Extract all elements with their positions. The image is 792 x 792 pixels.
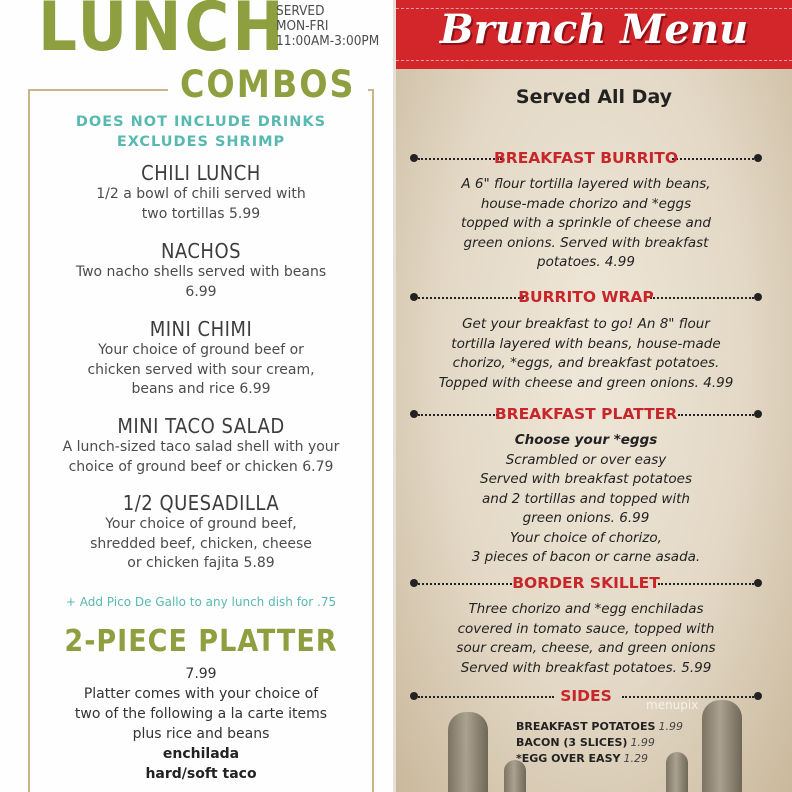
section-header-breakfast-platter: BREAKFAST PLATTER <box>410 404 762 424</box>
brunch-menu-panel <box>396 0 792 792</box>
menu-item-mini-chimi: MINI CHIMI Your choice of ground beef or chicken served with sour cream, beans and rice 6.99 <box>87 317 315 397</box>
section-body-breakfast-platter: Choose your *eggs Scrambled or over easy Served with breakfast potatoes and 2 tortillas and topped with green onions. 6.99 Your choice of chorizo, 3 pieces of bacon or carne asada. <box>471 432 701 565</box>
brunch-banner <box>396 0 792 69</box>
watermark: menupix <box>646 698 699 712</box>
section-header-sides: SIDES <box>410 686 762 706</box>
menu-item-mini-taco-salad: MINI TACO SALAD A lunch-sized taco salad shell with your choice of ground beef or chicken 6.79 <box>62 414 340 475</box>
menu-item-half-quesadilla: 1/2 QUESADILLA Your choice of ground beef, shredded beef, chicken, cheese or chicken fajita 5.89 <box>90 491 312 571</box>
lunch-combos-panel <box>0 0 393 792</box>
section-body-breakfast-burrito: A 6" flour tortilla layered with beans, house-made chorizo and *eggs topped with a sprinkle of cheese and green onions. Served with breakfast potatoes. 4.99 <box>461 176 711 270</box>
sides-list <box>516 719 683 767</box>
notice: DOES NOT INCLUDE DRINKS EXCLUDES SHRIMP <box>75 114 327 150</box>
section-header-burrito-wrap: BURRITO WRAP <box>410 287 762 307</box>
lunch-title: LUNCH <box>38 0 287 67</box>
pico-addon-note: + Add Pico De Gallo to any lunch dish for .75 <box>65 595 337 609</box>
section-body-burrito-wrap: Get your breakfast to go! An 8" flour tortilla layered with beans, house-made chorizo, *eggs, and breakfast potatoes. Topped with cheese and green onions. 4.99 <box>438 316 734 391</box>
section-header-breakfast-burrito: BREAKFAST BURRITO <box>410 148 762 168</box>
side-item: *EGG OVER EASY 1.29 <box>516 752 648 765</box>
platter-details: 7.99 Platter comes with your choice of two of the following a la carte items plus rice and beans enchilada hard/soft taco <box>74 666 328 782</box>
side-item: BACON (3 SLICES) 1.99 <box>516 736 655 749</box>
served-all-day: Served All Day <box>515 86 673 108</box>
cactus-illustration <box>448 712 488 792</box>
cactus-illustration <box>702 700 742 792</box>
platter-title: 2-PIECE PLATTER <box>64 624 338 659</box>
combos-subtitle: COMBOS <box>180 63 356 106</box>
menu-item-chili-lunch: CHILI LUNCH 1/2 a bowl of chili served with two tortillas 5.99 <box>96 161 306 222</box>
brunch-title: Brunch Menu <box>439 6 749 53</box>
side-item: BREAKFAST POTATOES 1.99 <box>516 720 683 733</box>
served-hours: SERVED MON-FRI 11:00AM-3:00PM <box>276 3 380 49</box>
menu-item-nachos: NACHOS Two nacho shells served with beans 6.99 <box>75 239 327 300</box>
section-header-border-skillet: BORDER SKILLET <box>410 573 762 593</box>
section-body-border-skillet: Three chorizo and *egg enchiladas covered in tomato sauce, topped with sour cream, cheese, and green onions Served with breakfast potatoes. 5.99 <box>456 601 716 676</box>
